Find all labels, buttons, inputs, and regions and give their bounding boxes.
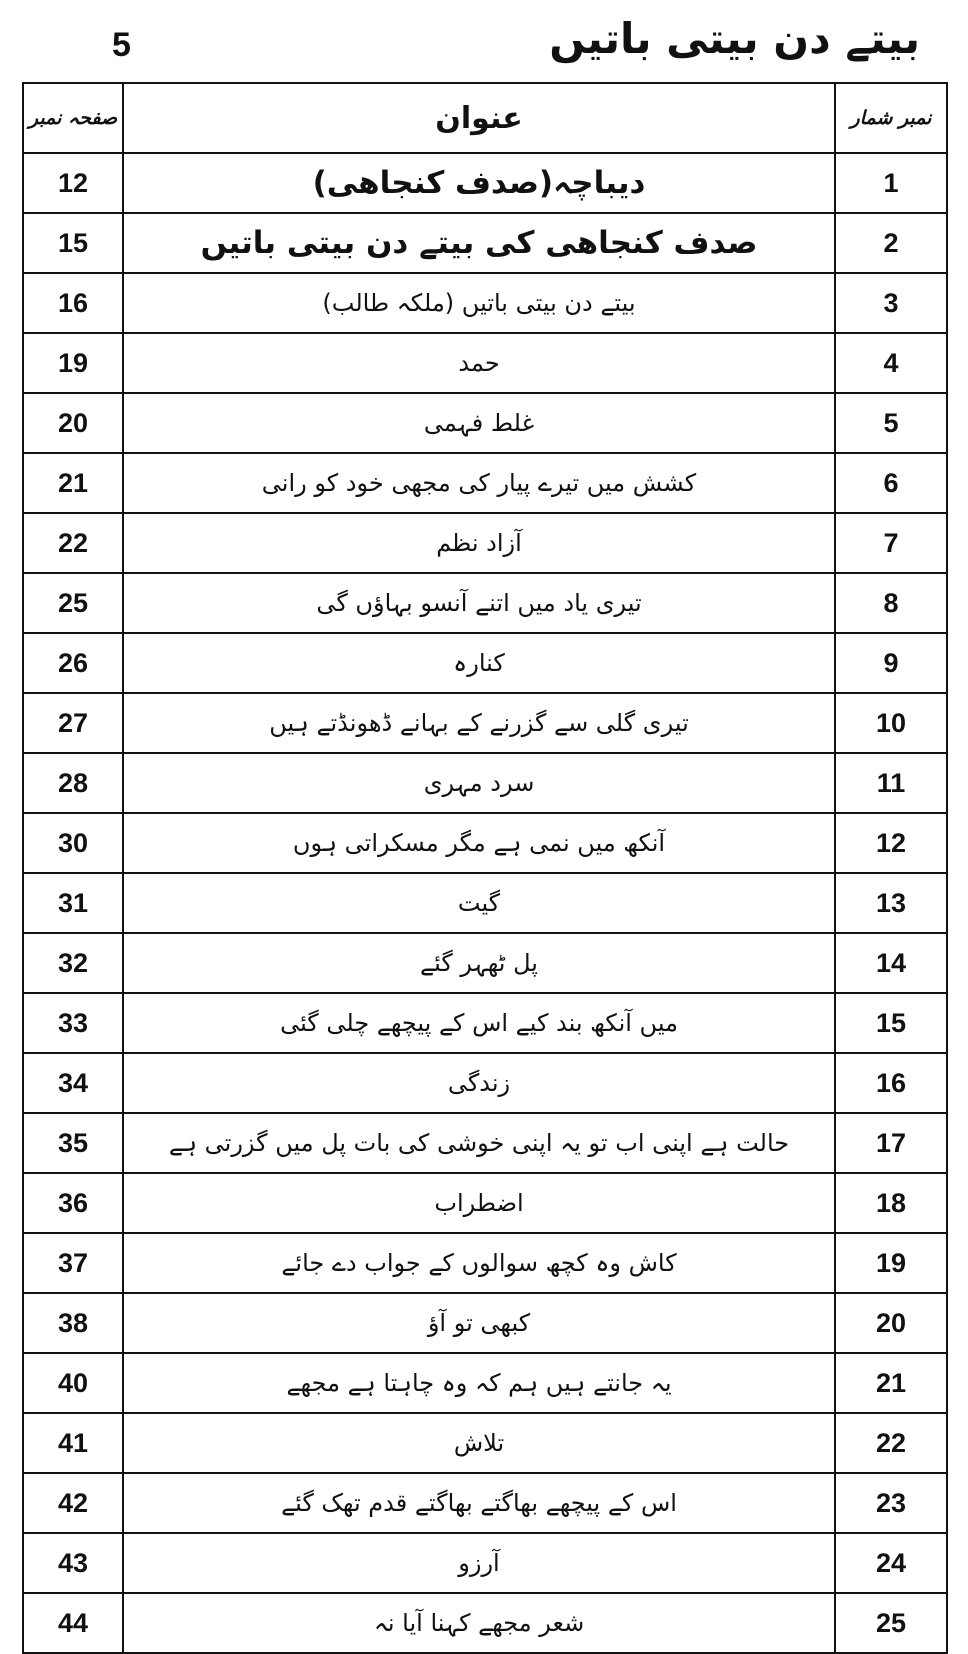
row-title: آزاد نظم <box>123 513 835 573</box>
row-page-number: 37 <box>23 1233 123 1293</box>
row-page-number: 15 <box>23 213 123 273</box>
row-title: دیباچہ(صدف کنجاھی) <box>123 153 835 213</box>
row-serial-number: 10 <box>835 693 947 753</box>
table-row <box>23 1053 947 1113</box>
row-serial-number: 12 <box>835 813 947 873</box>
row-serial-number: 5 <box>835 393 947 453</box>
row-page-number: 25 <box>23 573 123 633</box>
table-row <box>23 1233 947 1293</box>
row-serial-number: 11 <box>835 753 947 813</box>
row-serial-number: 8 <box>835 573 947 633</box>
row-title: میں آنکھ بند کیے اس کے پیچھے چلی گئی <box>123 993 835 1053</box>
row-serial-number: 16 <box>835 1053 947 1113</box>
row-title: زندگی <box>123 1053 835 1113</box>
row-serial-number: 20 <box>835 1293 947 1353</box>
row-page-number: 38 <box>23 1293 123 1353</box>
table-row <box>23 393 947 453</box>
row-title: حمد <box>123 333 835 393</box>
row-page-number: 21 <box>23 453 123 513</box>
row-title: کشش میں تیرے پیار کی مجھی خود کو رانی <box>123 453 835 513</box>
table-row <box>23 993 947 1053</box>
row-title: اس کے پیچھے بھاگتے بھاگتے قدم تھک گئے <box>123 1473 835 1533</box>
row-page-number: 20 <box>23 393 123 453</box>
row-serial-number: 7 <box>835 513 947 573</box>
row-page-number: 22 <box>23 513 123 573</box>
row-title: یہ جانتے ہیں ہم کہ وہ چاہتا ہے مجھے <box>123 1353 835 1413</box>
row-title: سرد مہری <box>123 753 835 813</box>
table-row <box>23 453 947 513</box>
row-page-number: 28 <box>23 753 123 813</box>
table-row <box>23 213 947 273</box>
row-page-number: 40 <box>23 1353 123 1413</box>
table-row <box>23 813 947 873</box>
table-row <box>23 1533 947 1593</box>
row-serial-number: 9 <box>835 633 947 693</box>
row-serial-number: 24 <box>835 1533 947 1593</box>
title-column-label: عنوان <box>435 100 523 136</box>
row-page-number: 30 <box>23 813 123 873</box>
row-serial-number: 15 <box>835 993 947 1053</box>
table-row <box>23 1113 947 1173</box>
row-title: کبھی تو آؤ <box>123 1293 835 1353</box>
row-serial-number: 19 <box>835 1233 947 1293</box>
table-row <box>23 693 947 753</box>
table-row <box>23 513 947 573</box>
row-title: تلاش <box>123 1413 835 1473</box>
table-row <box>23 873 947 933</box>
row-page-number: 41 <box>23 1413 123 1473</box>
row-serial-number: 25 <box>835 1593 947 1653</box>
row-title: گیت <box>123 873 835 933</box>
table-row <box>23 1173 947 1233</box>
row-serial-number: 13 <box>835 873 947 933</box>
row-serial-number: 3 <box>835 273 947 333</box>
number-column-label: نمبر شمار <box>850 107 932 129</box>
row-page-number: 27 <box>23 693 123 753</box>
row-title: کاش وہ کچھ سوالوں کے جواب دے جائے <box>123 1233 835 1293</box>
table-row <box>23 273 947 333</box>
row-page-number: 44 <box>23 1593 123 1653</box>
row-serial-number: 4 <box>835 333 947 393</box>
page-column-label: صفحہ نمبر <box>28 107 118 129</box>
page-number: 5 <box>112 26 131 64</box>
table-row <box>23 1353 947 1413</box>
table-row <box>23 153 947 213</box>
row-title: تیری گلی سے گزرنے کے بہانے ڈھونڈتے ہیں <box>123 693 835 753</box>
row-page-number: 31 <box>23 873 123 933</box>
title-column-header <box>123 83 835 153</box>
row-page-number: 34 <box>23 1053 123 1113</box>
table-row <box>23 1413 947 1473</box>
table-row <box>23 933 947 993</box>
table-row <box>23 1293 947 1353</box>
book-title: بیتے دن بیتی باتیں <box>549 14 920 63</box>
row-title: آرزو <box>123 1533 835 1593</box>
row-serial-number: 17 <box>835 1113 947 1173</box>
table-row <box>23 573 947 633</box>
row-title: تیری یاد میں اتنے آنسو بہاؤں گی <box>123 573 835 633</box>
table-row <box>23 333 947 393</box>
row-serial-number: 1 <box>835 153 947 213</box>
row-page-number: 32 <box>23 933 123 993</box>
row-page-number: 26 <box>23 633 123 693</box>
row-page-number: 16 <box>23 273 123 333</box>
row-serial-number: 2 <box>835 213 947 273</box>
row-title: شعر مجھے کہنا آیا نہ <box>123 1593 835 1653</box>
row-page-number: 43 <box>23 1533 123 1593</box>
row-serial-number: 21 <box>835 1353 947 1413</box>
row-serial-number: 18 <box>835 1173 947 1233</box>
page-header <box>0 0 968 84</box>
table-row <box>23 633 947 693</box>
row-serial-number: 14 <box>835 933 947 993</box>
row-title: حالت ہے اپنی اب تو یہ اپنی خوشی کی بات پل میں گزرتی ہے <box>123 1113 835 1173</box>
row-page-number: 36 <box>23 1173 123 1233</box>
table-row <box>23 753 947 813</box>
row-serial-number: 6 <box>835 453 947 513</box>
row-page-number: 19 <box>23 333 123 393</box>
row-title: آنکھ میں نمی ہے مگر مسکراتی ہوں <box>123 813 835 873</box>
row-serial-number: 22 <box>835 1413 947 1473</box>
row-page-number: 35 <box>23 1113 123 1173</box>
row-title: بیتے دن بیتی باتیں (ملکہ طالب) <box>123 273 835 333</box>
row-title: اضطراب <box>123 1173 835 1233</box>
row-title: غلط فہمی <box>123 393 835 453</box>
table-row <box>23 1593 947 1653</box>
number-column-header <box>835 83 947 153</box>
row-serial-number: 23 <box>835 1473 947 1533</box>
row-page-number: 12 <box>23 153 123 213</box>
table-of-contents <box>22 82 948 1654</box>
row-title: پل ٹھہر گئے <box>123 933 835 993</box>
table-row <box>23 1473 947 1533</box>
row-page-number: 33 <box>23 993 123 1053</box>
table-header-row <box>23 83 947 153</box>
row-page-number: 42 <box>23 1473 123 1533</box>
row-title: کنارہ <box>123 633 835 693</box>
page-column-header <box>23 83 123 153</box>
row-title: صدف کنجاھی کی بیتے دن بیتی باتیں <box>123 213 835 273</box>
